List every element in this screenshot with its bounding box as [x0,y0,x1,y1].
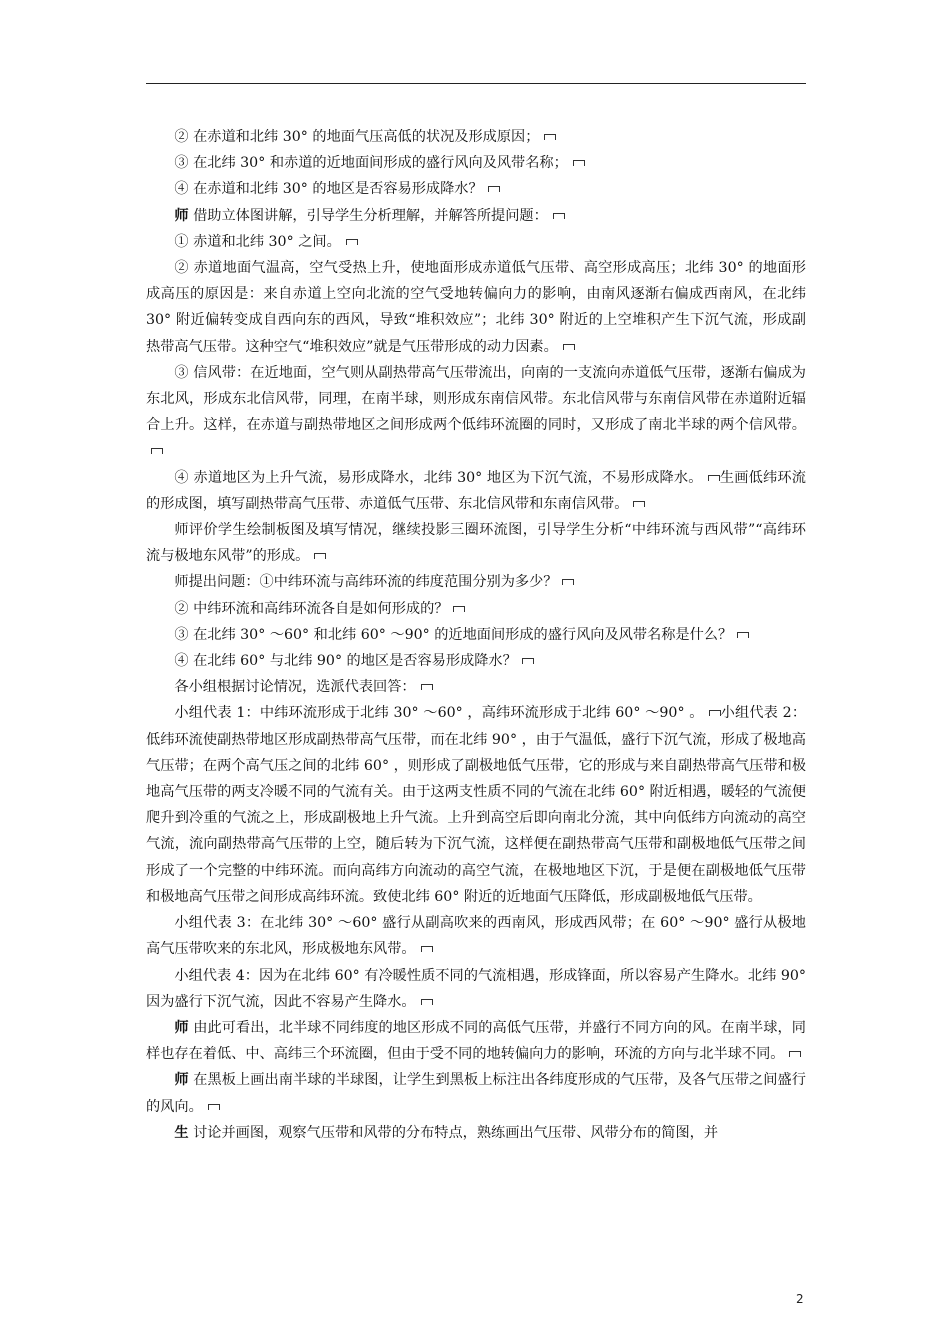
paragraph-mark-icon [421,684,433,690]
paragraph-mark-icon [346,239,358,245]
paragraph-mark-icon [562,579,574,585]
paragraph: ④ 在赤道和北纬 30° 的地区是否容易形成降水？ [146,176,806,202]
speaker-label: 师 [174,1072,189,1089]
paragraph-mark-icon [151,448,163,454]
paragraph: 师评价学生绘制板图及填写情况，继续投影三圈环流图，引导学生分析“中纬环流与西风带”“高纬环流与极地东风带”的形成。 [146,522,806,565]
speaker-label: 生 [174,1124,189,1141]
speaker-label: 师 [174,207,189,224]
paragraph: ② 中纬环流和高纬环流各自是如何形成的？ [146,596,806,622]
paragraph-mark-icon [544,134,556,140]
document-body [146,124,806,1146]
paragraph: ③ 在北纬 30° ～60° 和北纬 60° ～90° 的近地面间形成的盛行风向及风带名称是什么？ [146,622,806,648]
paragraph: ③ 在北纬 30° 和赤道的近地面间形成的盛行风向及风带名称； [146,150,806,176]
paragraph: 师提出问题：①中纬环流与高纬环流的纬度范围分别为多少？ [146,569,806,595]
paragraph-mark-icon [633,501,645,507]
page-number: 2 [796,1292,804,1306]
paragraph-mark-icon [421,946,433,952]
paragraph-mark-icon [563,344,575,350]
paragraph-mark-icon [789,1051,801,1057]
paragraph: 各小组根据讨论情况，选派代表回答： [146,674,806,700]
paragraph-mark-icon [453,606,465,612]
paragraph-mark-icon [737,632,749,638]
paragraph: 小组代表 4：因为在北纬 60° 有冷暖性质不同的气流相遇，形成锋面，所以容易产生降水。北纬 90° 因为盛行下沉气流，因此不容易产生降水。 [146,967,806,1010]
paragraph: 小组代表 3：在北纬 30° ～60° 盛行从副高吹来的西南风，形成西风带；在 60° ～90° 盛行从极地高气压带吹来的东北风，形成极地东风带。 [146,915,806,958]
paragraph: 生 讨论并画图，观察气压带和风带的分布特点，熟练画出气压带、风带分布的简图，并 [174,1124,719,1141]
paragraph-mark-icon [208,1104,220,1110]
speaker-label: 师 [174,1019,189,1036]
paragraph-mark-icon [573,160,585,166]
paragraph: ② 赤道地面气温高，空气受热上升，使地面形成赤道低气压带、高空形成高压；北纬 30° 的地面形成高压的原因是：来自赤道上空向北流的空气受地转偏向力的影响，由南风逐渐右偏成西南风，在北纬 30° 附近偏转变成自西向东的西风，导致“堆积效应”；北纬 30° 附近的上空堆积产生下沉气流，形成副热带高气压带。这种空气“堆积效应”就是气压带形成的动力因素。 [146,260,806,355]
paragraph: ② 在赤道和北纬 30° 的地面气压高低的状况及形成原因； [146,124,806,150]
paragraph: ④ 在北纬 60° 与北纬 90° 的地区是否容易形成降水？ [146,648,806,674]
paragraph-mark-icon [314,553,326,559]
paragraph-mark-icon [553,213,565,219]
paragraph-mark-icon [522,658,534,664]
paragraph: 师 由此可看出，北半球不同纬度的地区形成不同的高低气压带，并盛行不同方向的风。在南半球，同样也存在着低、中、高纬三个环流圈，但由于受不同的地转偏向力的影响，环流的方向与北半球不同。 [146,1019,806,1063]
paragraph: 小组代表 1：中纬环流形成于北纬 30° ～60° ，高纬环流形成于北纬 60° ～90° 。 小组代表 2：低纬环流使副热带地区形成副热带高气压带，而在北纬 90° ，由于气温低，盛行下沉气流，形成了极地高气压带；在两个高气压之间的北纬 60° ，则形成了副极地低气压带，它的形成与来自副热带高气压带和极地高气压带的两支冷暖不同的气流有关。由于这两支性质不同的气流在北纬 60° 附近相遇，暖轻的气流便爬升到冷重的气流之上，形成副极地上升气流。上升到高空后即向南北分流，其中向低纬方向流动的高空气流，流向副热带高气压带的上空，随后转为下沉气流，这样便在副热带高气压带和副极地低气压带之间形成了一个完整的中纬环流。而向高纬方向流动的高空气流，在极地地区下沉，于是便在副极地低气压带和极地高气压带之间形成高纬环流。致使北纬 60° 附近的近地面气压降低，形成副极地低气压带。 [146,705,807,905]
paragraph: ③ 信风带：在近地面，空气则从副热带高气压带流出，向南的一支流向赤道低气压带，逐渐右偏成为东北风，形成东北信风带，同理，在南半球，则形成东南信风带。东北信风带与东南信风带在赤道附近辐合上升。这样，在赤道与副热带地区之间形成两个低纬环流圈的同时，又形成了南北半球的两个信风带。 [146,360,806,465]
paragraph: ④ 赤道地区为上升气流，易形成降水，北纬 30° 地区为下沉气流，不易形成降水。 生画低纬环流的形成图，填写副热带高气压带、赤道低气压带、东北信风带和东南信风带。 [146,469,806,512]
paragraph-mark-icon [421,999,433,1005]
paragraph: 师 借助立体图讲解，引导学生分析理解，并解答所提问题： [146,203,806,229]
paragraph-mark-icon [709,710,721,716]
header-rule [146,83,806,84]
paragraph: 师 在黑板上画出南半球的半球图，让学生到黑板上标注出各纬度形成的气压带，及各气压带之间盛行的风向。 [146,1072,806,1115]
paragraph-mark-icon [708,475,720,481]
paragraph: ① 赤道和北纬 30° 之间。 [146,229,806,255]
paragraph-mark-icon [488,186,500,192]
